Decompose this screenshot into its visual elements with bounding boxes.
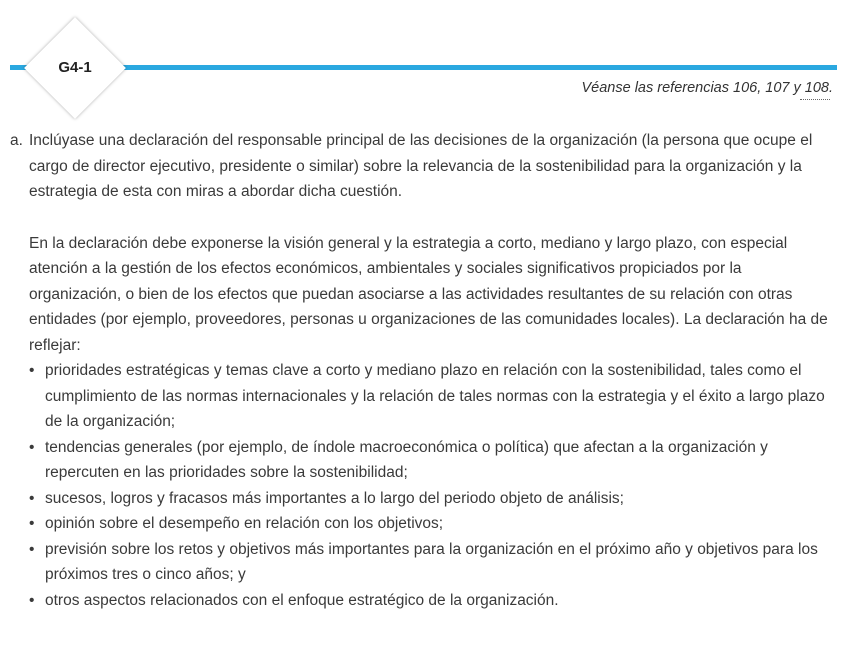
list-item-text: otros aspectos relacionados con el enfoque estratégico de la organización. xyxy=(45,591,559,609)
bullet-icon: • xyxy=(29,438,35,456)
list-item xyxy=(29,435,838,486)
header-bar xyxy=(10,65,837,70)
list-item xyxy=(29,486,838,512)
dotted-divider xyxy=(800,99,830,100)
list-item-text: opinión sobre el desempeño en relación con los objetivos; xyxy=(45,515,444,532)
list-item-text: previsión sobre los retos y objetivos más importantes para la organización en el próximo año y objetivos para los próximos tres o cinco años; y xyxy=(45,540,818,583)
indicator-badge xyxy=(25,18,125,118)
bullet-list xyxy=(29,358,838,613)
item-a-marker: a. xyxy=(10,132,23,149)
bullet-icon: • xyxy=(29,489,35,507)
list-item xyxy=(29,358,838,435)
list-item-text: tendencias generales (por ejemplo, de índole macroeconómica o política) que afectan a la organización y repercuten en las prioridades sobre la sostenibilidad; xyxy=(45,438,768,481)
badge-code: G4-1 xyxy=(58,58,92,76)
list-item-text: prioridades estratégicas y temas clave a corto y mediano plazo en relación con la sostenibilidad, tales como el cumplimiento de las normas internacionales y la relación de tales normas con la estrategia y el éxito a largo plazo de la organización; xyxy=(45,362,825,430)
item-a xyxy=(10,128,838,613)
bullet-icon: • xyxy=(29,540,35,558)
bullet-icon: • xyxy=(29,591,35,609)
paragraph-2: En la declaración debe exponerse la visión general y la estrategia a corto, mediano y largo plazo, con especial atención a la gestión de los efectos económicos, ambientales y sociales significativos propiciados por la organización, o bien de los efectos que puedan asociarse a las actividades resultantes de su relación con otras entidades (por ejemplo, proveedores, personas u organizaciones de las comunidades locales). La declaración ha de reflejar: xyxy=(29,234,828,354)
references-note: Véanse las referencias 106, 107 y 108. xyxy=(581,80,833,96)
list-item-text: sucesos, logros y fracasos más importantes a lo largo del periodo objeto de análisis; xyxy=(45,489,624,507)
item-a-body xyxy=(29,128,838,613)
bullet-icon: • xyxy=(29,515,35,532)
document-content xyxy=(10,128,838,613)
list-item xyxy=(29,537,838,588)
bullet-icon: • xyxy=(29,362,35,379)
list-item xyxy=(29,588,838,614)
list-item xyxy=(29,511,838,537)
paragraph-1: Inclúyase una declaración del responsable principal de las decisiones de la organización (la persona que ocupe el cargo de director ejecutivo, presidente o similar) sobre la relevancia de la sostenibilidad para la organización y la estrategia de esta con miras a abordar dicha cuestión. xyxy=(29,132,813,200)
